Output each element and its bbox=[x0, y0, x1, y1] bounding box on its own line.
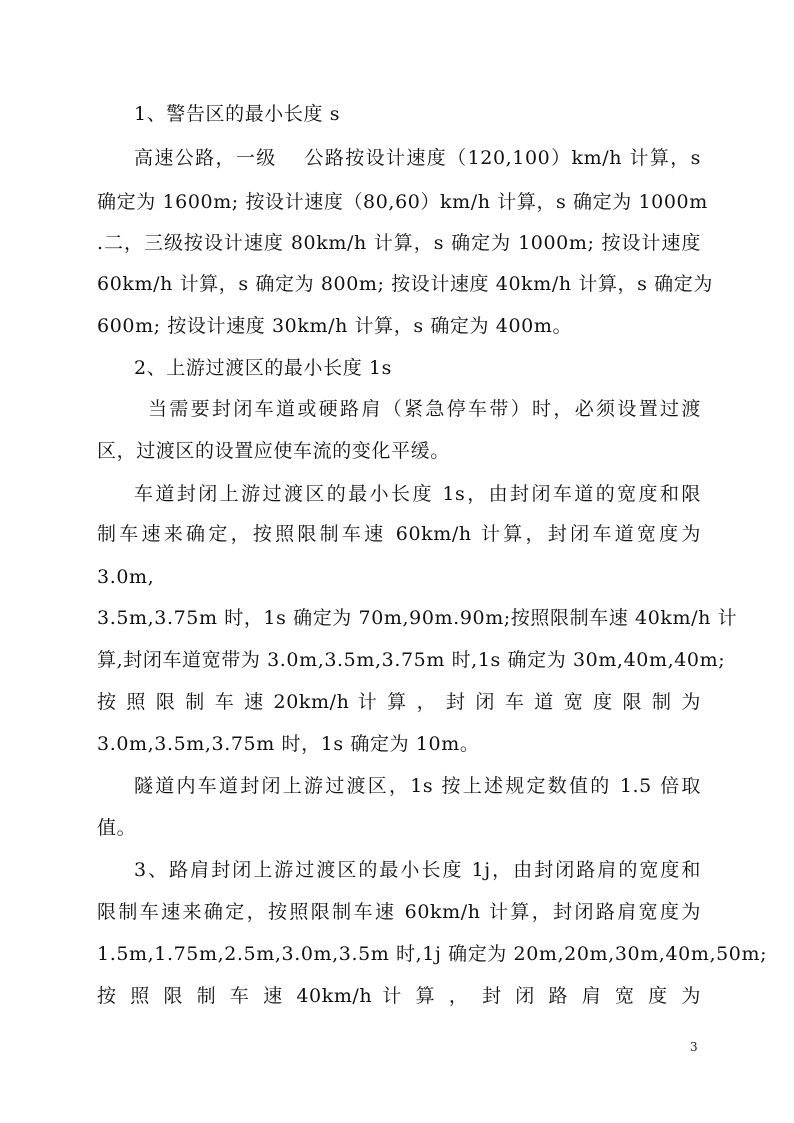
paragraph-line: 隧道内车道封闭上游过渡区，1s 按上述规定数值的 1.5 倍取 bbox=[134, 775, 701, 797]
paragraph-line: 限制车速来确定，按照限制车速 60km/h 计算，封闭路肩宽度为 bbox=[97, 901, 701, 923]
paragraph-line: .二，三级按设计速度 80km/h 计算，s 确定为 1000m; 按设计速度 bbox=[97, 232, 701, 254]
paragraph-line: 算,封闭车道宽带为 3.0m,3.5m,3.75m 时,1s 确定为 30m,40m,40m; bbox=[97, 649, 726, 671]
paragraph-line: 制车速来确定，按照限制车速 60km/h 计算，封闭车道宽度为 bbox=[97, 523, 701, 545]
page-number: 3 bbox=[690, 1040, 698, 1054]
paragraph-line: 确定为 1600m; 按设计速度（80,60）km/h 计算，s 确定为 1000m bbox=[97, 191, 708, 213]
paragraph-line: 1.5m,1.75m,2.5m,3.0m,3.5m 时,1j 确定为 20m,20m,30m,40m,50m; bbox=[97, 943, 768, 965]
paragraph-line: 高速公路，一级 公路按设计速度（120,100）km/h 计算，s bbox=[134, 147, 701, 169]
paragraph-line: 按 照 限 制 车 速 40km/h 计 算 ， 封 闭 路 肩 宽 度 为 bbox=[97, 985, 701, 1007]
paragraph-line: 当需要封闭车道或硬路肩（紧急停车带）时，必须设置过渡 bbox=[148, 398, 701, 420]
heading-shoulder-transition: 3、路肩封闭上游过渡区的最小长度 1j，由封闭路肩的宽度和 bbox=[134, 859, 701, 881]
paragraph-line: 值。 bbox=[97, 817, 137, 839]
paragraph-line: 区，过渡区的设置应使车流的变化平缓。 bbox=[97, 440, 450, 462]
paragraph-line: 车道封闭上游过渡区的最小长度 1s，由封闭车道的宽度和限 bbox=[134, 483, 701, 505]
paragraph-line: 3.5m,3.75m 时，1s 确定为 70m,90m.90m;按照限制车速 40km/h 计 bbox=[97, 607, 738, 629]
paragraph-line: 600m; 按设计速度 30km/h 计算，s 确定为 400m。 bbox=[97, 315, 573, 337]
heading-warning-zone: 1、警告区的最小长度 s bbox=[134, 103, 341, 125]
paragraph-line: 3.0m,3.5m,3.75m 时，1s 确定为 10m。 bbox=[97, 733, 480, 755]
paragraph-line: 3.0m, bbox=[97, 566, 155, 588]
paragraph-line: 按 照 限 制 车 速 20km/h 计 算 ， 封 闭 车 道 宽 度 限 制 为 bbox=[97, 691, 701, 713]
heading-upstream-transition: 2、上游过渡区的最小长度 1s bbox=[134, 357, 392, 379]
paragraph-line: 60km/h 计算，s 确定为 800m; 按设计速度 40km/h 计算，s 确定为 bbox=[97, 273, 713, 295]
